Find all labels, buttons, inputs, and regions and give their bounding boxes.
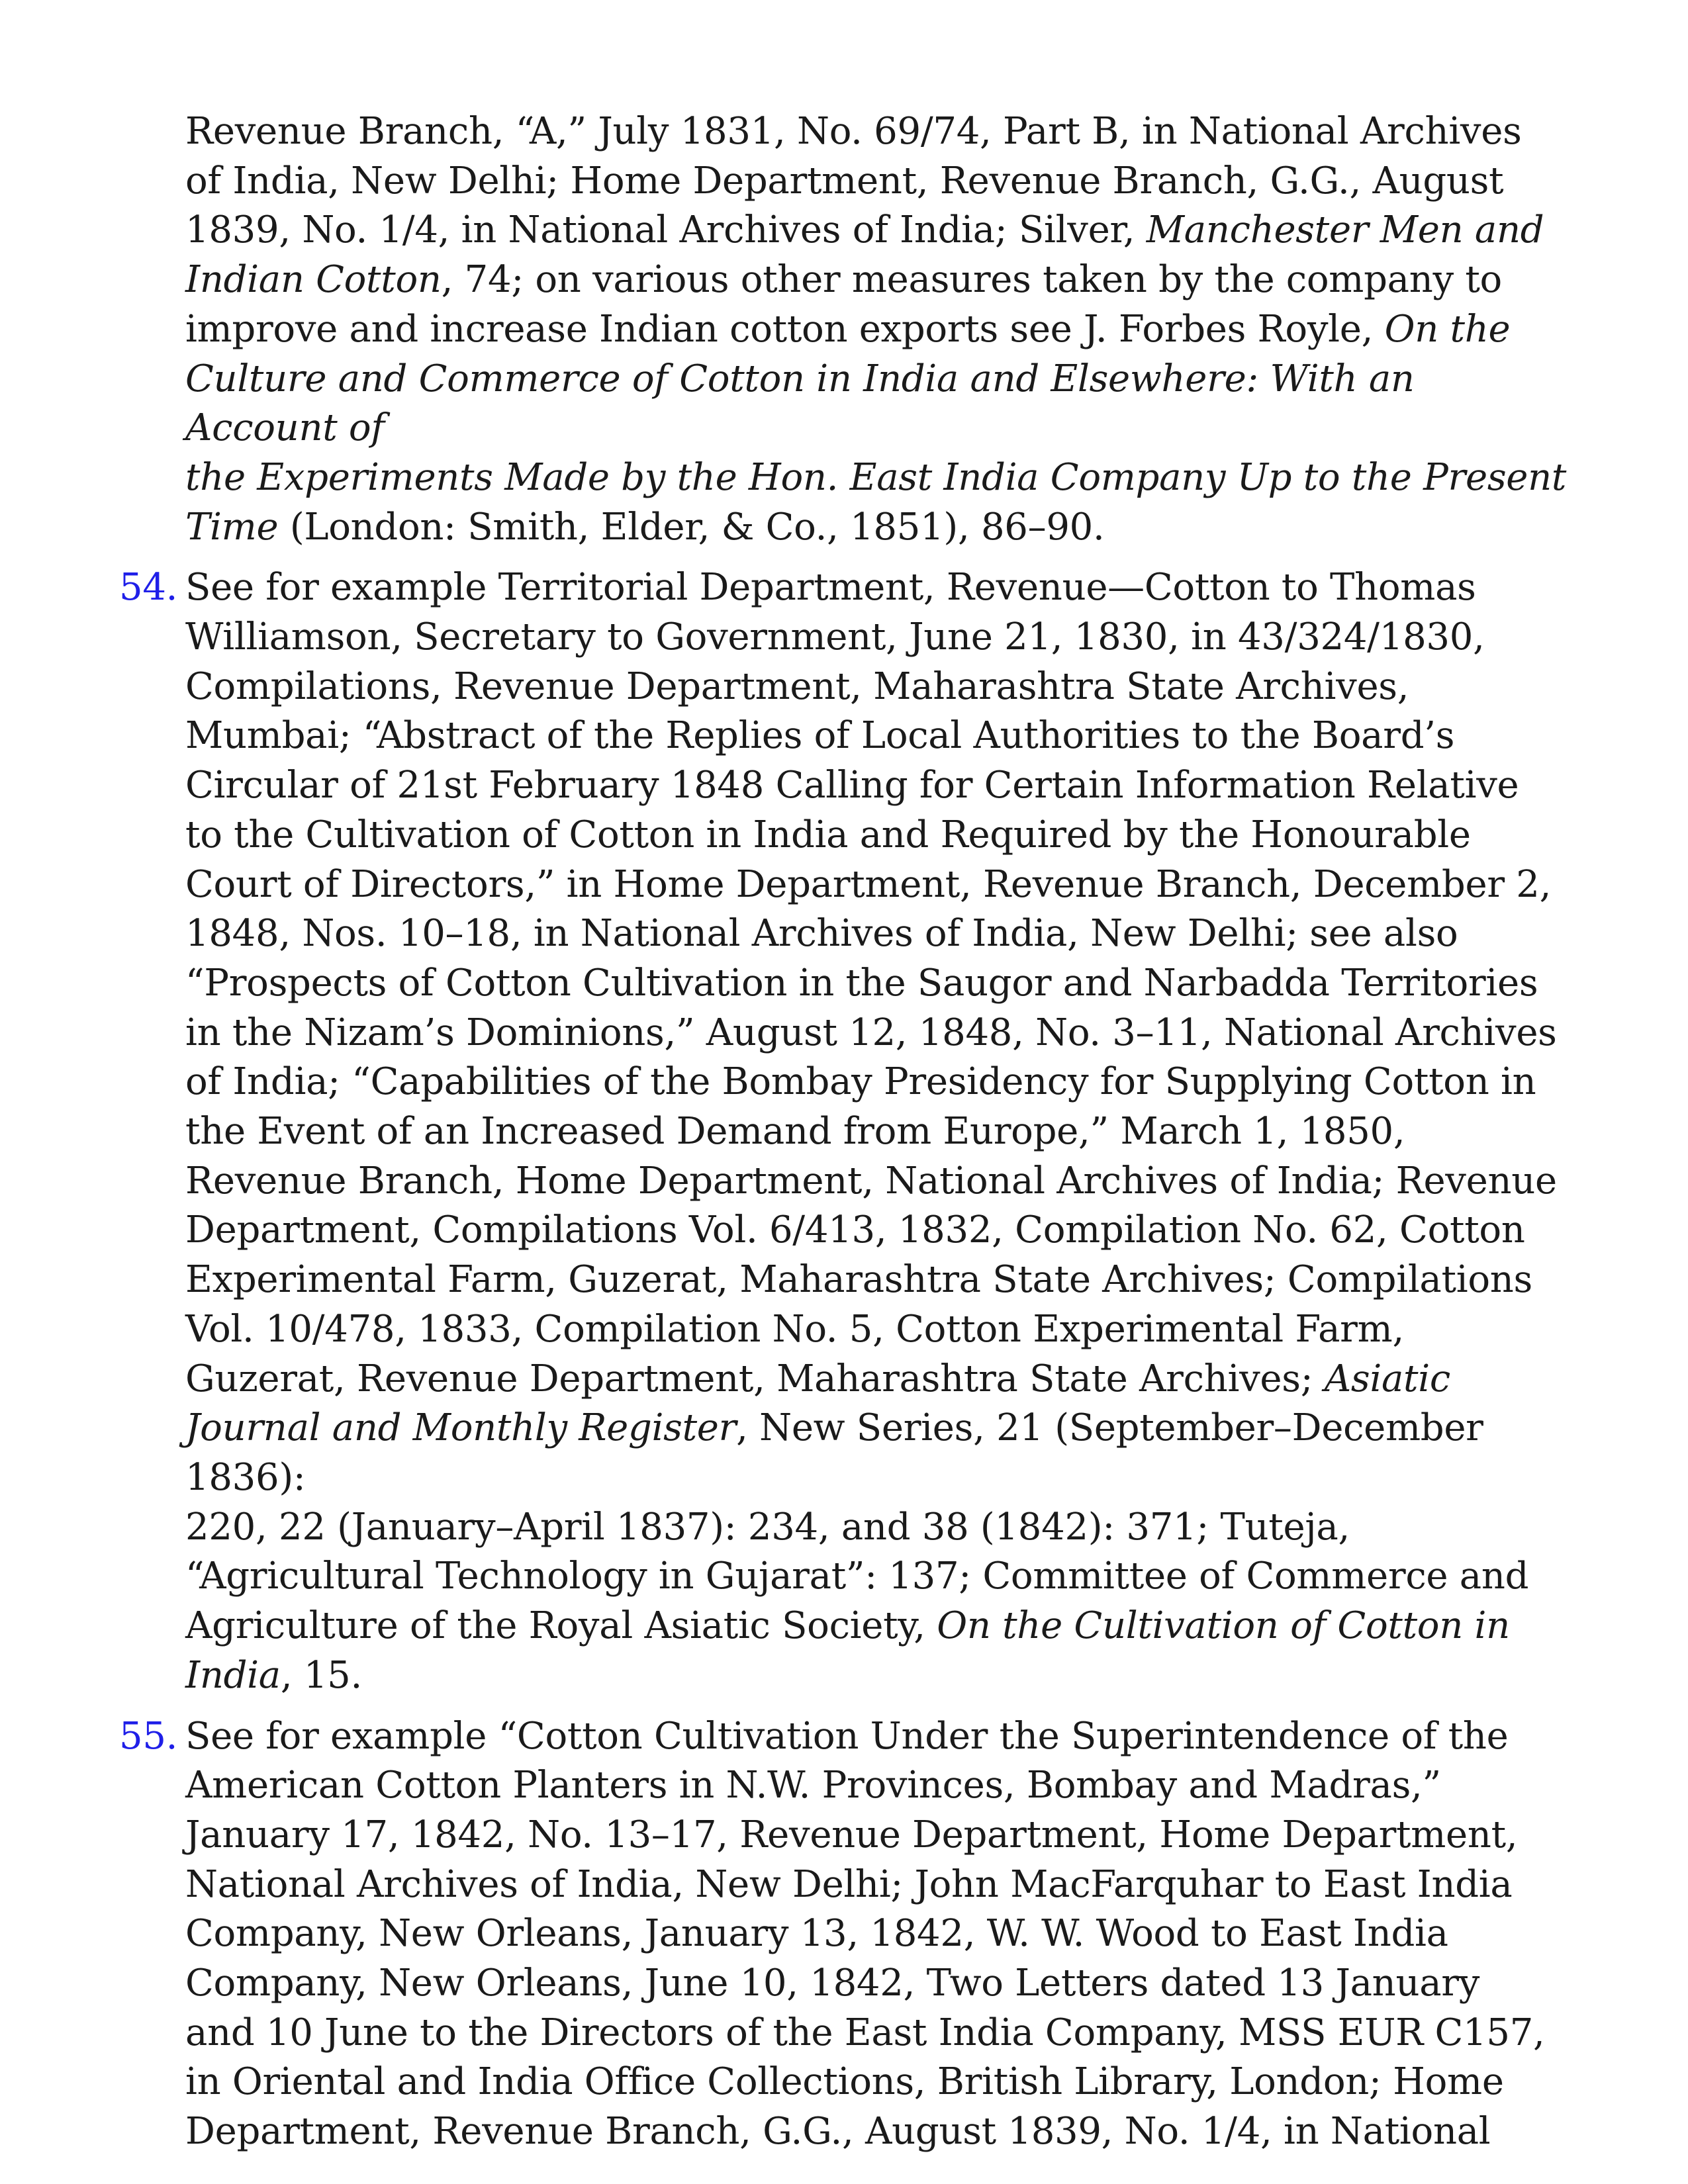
footnote-line — [185, 811, 1575, 860]
footnote-line — [185, 1860, 1575, 1910]
footnote-line — [185, 860, 1575, 910]
footnote-line — [185, 1058, 1575, 1107]
footnote-line — [185, 1009, 1575, 1058]
footnote-line — [185, 2107, 1575, 2157]
italic-title-text: Indian Cotton — [185, 258, 442, 302]
footnote-line — [185, 909, 1575, 959]
text-run: Circular of 21st February 1848 Calling for Certain Information Relative — [185, 764, 1519, 807]
footnote-line — [185, 2009, 1575, 2058]
footnote-text — [185, 107, 1575, 552]
footnote-continued — [119, 107, 1575, 552]
text-run: in Oriental and India Office Collections, British Library, London; Home — [185, 2060, 1504, 2104]
footnotes-page — [119, 107, 1575, 2157]
footnote-line — [185, 157, 1575, 206]
italic-title-text: Journal and Monthly Register — [185, 1406, 737, 1450]
footnote-line — [185, 1355, 1575, 1404]
text-run: Company, New Orleans, January 13, 1842, W. W. Wood to East India — [185, 1912, 1448, 1956]
footnote-line — [185, 2058, 1575, 2107]
footnote-line — [185, 355, 1575, 453]
text-run: 1848, Nos. 10–18, in National Archives of India, New Delhi; see also — [185, 912, 1458, 956]
text-run: January 17, 1842, No. 13–17, Revenue Department, Home Department, — [185, 1813, 1518, 1856]
footnote-line — [185, 206, 1575, 255]
text-run: improve and increase Indian cotton exports see J. Forbes Royle, — [185, 307, 1385, 351]
footnote-line — [185, 1305, 1575, 1355]
footnote-line — [185, 1602, 1575, 1651]
footnote-line — [185, 255, 1575, 305]
text-run: Department, Revenue Branch, G.G., August 1839, No. 1/4, in National — [185, 2110, 1491, 2154]
text-run: of India, New Delhi; Home Department, Revenue Branch, G.G., August — [185, 159, 1504, 203]
footnote-line — [185, 711, 1575, 761]
italic-title-text: India — [185, 1653, 281, 1697]
footnote-line — [185, 1503, 1575, 1553]
footnote-line — [185, 1959, 1575, 2009]
text-run: Department, Compilations Vol. 6/413, 1832, Compilation No. 62, Cotton — [185, 1208, 1525, 1252]
italic-title-text: Asiatic — [1324, 1357, 1450, 1400]
footnote-line — [185, 1404, 1575, 1502]
footnote-line — [185, 613, 1575, 662]
italic-title-text: the Experiments Made by the Hon. East India Company Up to the Present — [185, 455, 1567, 499]
footnote-line — [185, 1909, 1575, 1959]
footnote-line — [185, 1107, 1575, 1157]
text-run: Guzerat, Revenue Department, Maharashtra State Archives; — [185, 1357, 1325, 1400]
footnote-line — [185, 453, 1575, 503]
text-run: Revenue Branch, “A,” July 1831, No. 69/74, Part B, in National Archives — [185, 110, 1522, 153]
footnote-55 — [119, 1712, 1575, 2157]
text-run: Court of Directors,” in Home Department, Revenue Branch, December 2, — [185, 862, 1552, 906]
text-run: Experimental Farm, Guzerat, Maharashtra State Archives; Compilations — [185, 1258, 1532, 1302]
footnote-line — [185, 1255, 1575, 1305]
text-run: and 10 June to the Directors of the East India Company, MSS EUR C157, — [185, 2011, 1545, 2054]
footnote-text — [185, 1712, 1575, 2157]
footnote-line — [185, 107, 1575, 157]
text-run: 1839, No. 1/4, in National Archives of India; Silver, — [185, 208, 1147, 252]
footnote-number-link[interactable]: 55. — [119, 1714, 178, 1758]
text-run: Revenue Branch, Home Department, National Archives of India; Revenue — [185, 1159, 1557, 1203]
footnote-number-link[interactable]: 54. — [119, 566, 178, 610]
text-run: “Prospects of Cotton Cultivation in the Saugor and Narbadda Territories — [185, 961, 1538, 1005]
footnote-line — [185, 1761, 1575, 1811]
footnote-line — [185, 959, 1575, 1009]
footnote-line — [185, 1811, 1575, 1860]
footnote-line — [185, 503, 1575, 553]
text-run: to the Cultivation of Cotton in India and Required by the Honourable — [185, 813, 1471, 856]
text-run: “Agricultural Technology in Gujarat”: 137; Committee of Commerce and — [185, 1555, 1529, 1598]
text-run: , New Series, 21 (September–December 1836): — [185, 1406, 1483, 1499]
footnote-text — [185, 563, 1575, 1700]
italic-title-text: On the Cultivation of Cotton in — [937, 1604, 1510, 1648]
text-run: See for example “Cotton Cultivation Under the Superintendence of the — [185, 1714, 1509, 1758]
text-run: American Cotton Planters in N.W. Provinces, Bombay and Madras,” — [185, 1764, 1441, 1807]
footnote-line — [185, 1712, 1575, 1762]
italic-title-text: Manchester Men and — [1146, 208, 1544, 252]
footnote-line — [185, 1157, 1575, 1206]
text-run: National Archives of India, New Delhi; John MacFarquhar to East India — [185, 1862, 1513, 1906]
text-run: 220, 22 (January–April 1837): 234, and 38 (1842): 371; Tuteja, — [185, 1505, 1350, 1549]
footnote-line — [185, 1206, 1575, 1255]
italic-title-text: Time — [185, 505, 279, 549]
text-run: in the Nizam’s Dominions,” August 12, 1848, No. 3–11, National Archives — [185, 1011, 1557, 1054]
text-run: See for example Territorial Department, Revenue—Cotton to Thomas — [185, 566, 1476, 610]
footnote-line — [185, 563, 1575, 613]
footnote-line — [185, 1651, 1575, 1701]
text-run: Vol. 10/478, 1833, Compilation No. 5, Cotton Experimental Farm, — [185, 1307, 1404, 1351]
text-run: (London: Smith, Elder, & Co., 1851), 86–90. — [278, 505, 1105, 549]
text-run: of India; “Capabilities of the Bombay Presidency for Supplying Cotton in — [185, 1060, 1536, 1104]
footnote-line — [185, 1552, 1575, 1602]
italic-title-text: Culture and Commerce of Cotton in India and Elsewhere: With an Account of — [185, 357, 1415, 450]
footnote-line — [185, 761, 1575, 811]
text-run: the Event of an Increased Demand from Europe,” March 1, 1850, — [185, 1110, 1405, 1154]
footnote-line — [185, 305, 1575, 355]
text-run: Agriculture of the Royal Asiatic Society, — [185, 1604, 937, 1648]
text-run: Compilations, Revenue Department, Maharashtra State Archives, — [185, 664, 1409, 708]
text-run: Mumbai; “Abstract of the Replies of Local Authorities to the Board’s — [185, 714, 1455, 758]
text-run: Williamson, Secretary to Government, June 21, 1830, in 43/324/1830, — [185, 615, 1485, 659]
footnote-54 — [119, 563, 1575, 1700]
text-run: , 74; on various other measures taken by the company to — [441, 258, 1502, 302]
footnote-line — [185, 662, 1575, 712]
text-run: , 15. — [280, 1653, 363, 1697]
italic-title-text: On the — [1384, 307, 1511, 351]
text-run: Company, New Orleans, June 10, 1842, Two Letters dated 13 January — [185, 1962, 1480, 2005]
